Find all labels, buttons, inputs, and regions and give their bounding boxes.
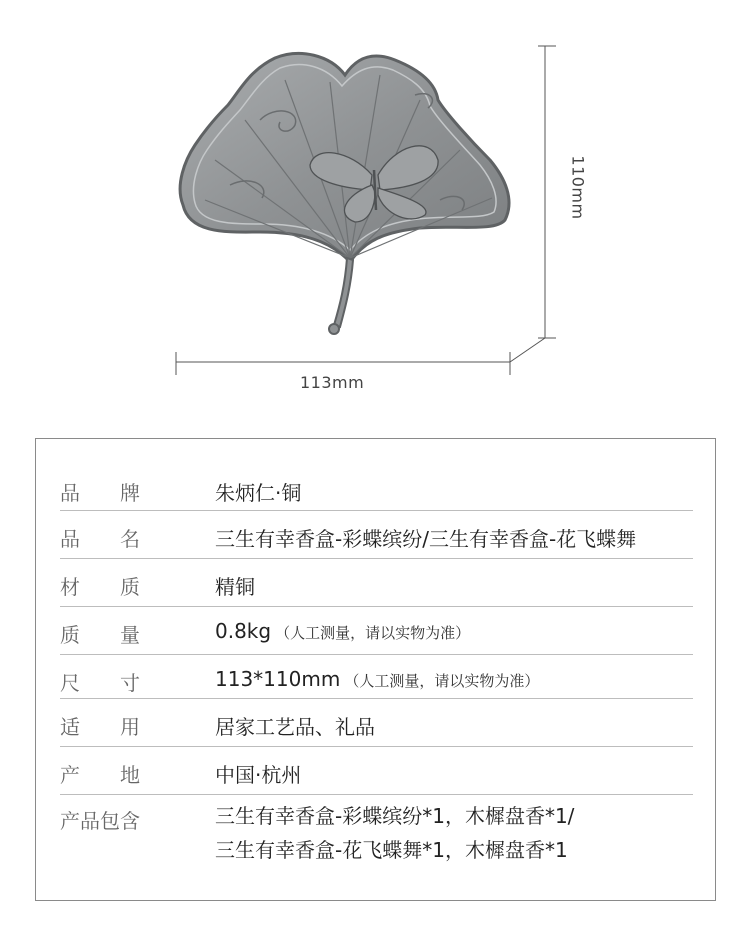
spec-value [215,799,574,867]
spec-label: 产 地 [60,763,140,787]
spec-row-material [60,559,693,607]
spec-value: 居家工艺品、礼品 [215,715,375,739]
spec-row-origin [60,747,693,795]
spec-label: 质 量 [60,623,140,647]
size-value: 113*110mm [215,667,341,691]
spec-value: 朱炳仁·铜 [215,481,302,505]
spec-row-package-contents [60,795,693,885]
spec-row-usage [60,699,693,747]
width-dimension-line [176,352,510,375]
product-figure [0,0,750,420]
spec-row-brand [60,463,693,511]
height-dimension-label: 110mm [568,155,588,220]
package-line: 三生有幸香盒-彩蝶缤纷*1，木樨盘香*1/ [215,804,575,828]
width-dimension-label: 113mm [300,373,365,392]
size-note: （人工测量，请以实物为准） [344,672,540,690]
spec-label: 适 用 [60,715,140,739]
weight-value: 0.8kg [215,619,272,643]
spec-label: 尺 寸 [60,671,140,695]
spec-table [35,438,716,901]
height-dimension-line [510,46,556,362]
spec-label: 材 质 [60,575,140,599]
ginkgo-incense-box-image [0,0,750,420]
spec-value: 三生有幸香盒-彩蝶缤纷/三生有幸香盒-花飞蝶舞 [215,527,637,551]
spec-row-size [60,655,693,699]
spec-label: 产品包含 [60,809,140,833]
spec-label: 品 牌 [60,481,140,505]
spec-value [215,667,539,691]
spec-value: 精铜 [215,575,255,599]
leaf-stem [334,258,353,327]
stem-end [329,324,339,334]
spec-row-weight [60,607,693,655]
spec-value [215,619,470,643]
spec-row-product-name [60,511,693,559]
package-line: 三生有幸香盒-花飞蝶舞*1，木樨盘香*1 [215,838,568,862]
spec-label: 品 名 [60,527,140,551]
weight-note: （人工测量，请以实物为准） [275,624,471,642]
spec-value: 中国·杭州 [215,763,302,787]
